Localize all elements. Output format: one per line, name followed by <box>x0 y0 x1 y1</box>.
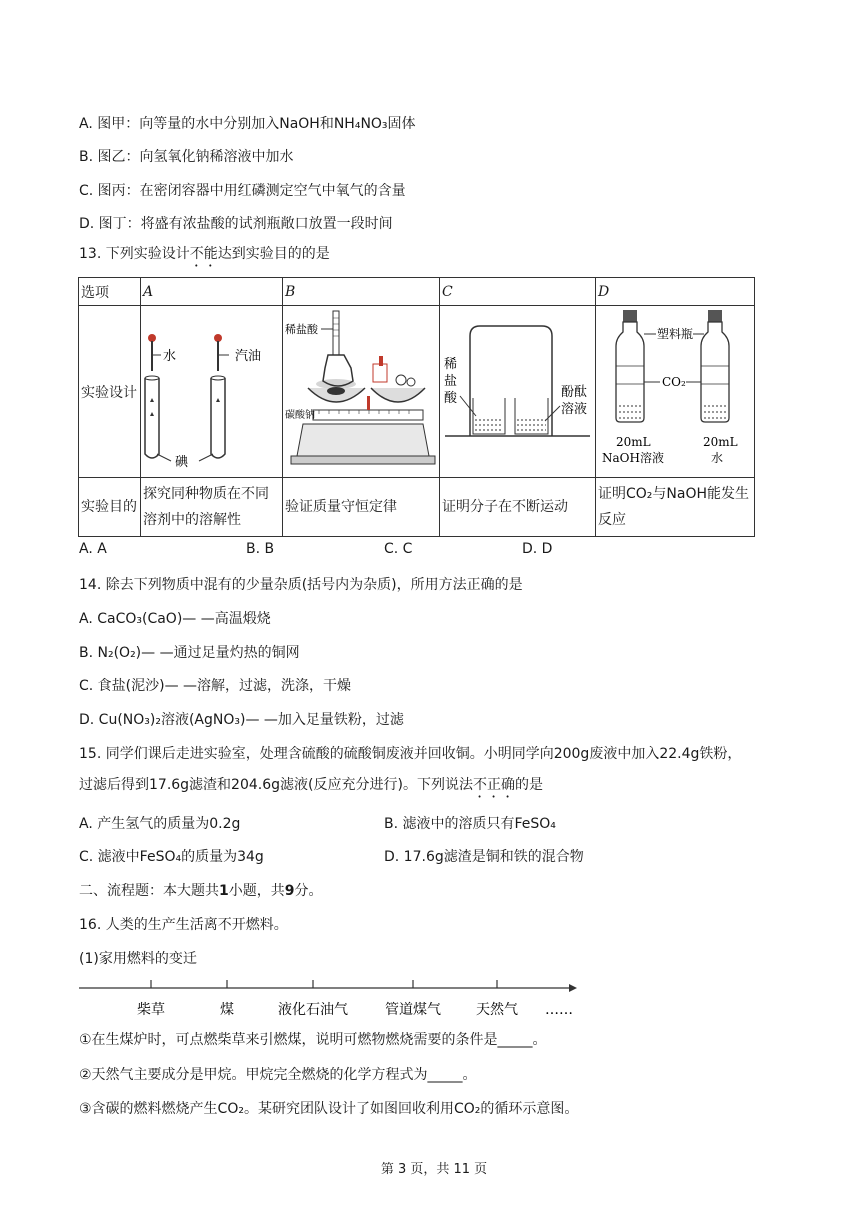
fuel-timeline <box>79 976 579 1022</box>
figure-b-balance <box>283 306 439 473</box>
figure-a-cell <box>141 306 283 478</box>
row-label: 实验目的 <box>79 478 141 537</box>
q14-option-d: D. Cu(NO₃)₂溶液(AgNO₃)— —加入足量铁粉，过滤 <box>79 712 404 728</box>
figure-b-cell <box>283 306 440 478</box>
goal-cell: 验证质量守恒定律 <box>283 478 440 537</box>
figure-d-cell <box>596 306 755 478</box>
q16-stem: 16. 人类的生产生活离不开燃料。 <box>79 917 288 933</box>
timeline-label: 煤 <box>220 1002 234 1018</box>
figure-c-cell <box>440 306 596 478</box>
q12-option-c: C. 图丙：在密闭容器中用红磷测定空气中氧气的含量 <box>79 183 406 199</box>
label-dilute-hcl: 稀盐酸 <box>285 323 318 336</box>
header-cell: D <box>596 278 755 306</box>
label-acid-3: 酸 <box>444 391 458 406</box>
table-row-design <box>79 306 755 478</box>
q16-part3: ③含碳的燃料燃烧产生CO₂。某研究团队设计了如图回收利用CO₂的循环示意图。 <box>79 1101 579 1117</box>
q12-option-b: B. 图乙：向氢氧化钠稀溶液中加水 <box>79 149 294 165</box>
q14-option-a: A. CaCO₃(CaO)— —高温煅烧 <box>79 611 271 627</box>
q15-option-b: B. 滤液中的溶质只有FeSO₄ <box>384 816 556 832</box>
q12-option-a: A. 图甲：向等量的水中分别加入NaOH和NH₄NO₃固体 <box>79 116 416 132</box>
section-heading: 二、流程题：本大题共1小题，共9分。 <box>79 883 323 899</box>
label-iodine: 碘 <box>175 455 189 470</box>
q13-option-c: C. C <box>384 541 413 557</box>
goal-cell: 探究同种物质在不同溶剂中的溶解性 <box>141 478 283 537</box>
timeline-label: 液化石油气 <box>278 1002 348 1018</box>
goal-cell: 证明分子在不断运动 <box>440 478 596 537</box>
header-cell: 选项 <box>79 278 141 306</box>
goal-cell: 证明CO₂与NaOH能发生反应 <box>596 478 755 537</box>
label-acid-1: 稀 <box>444 357 458 372</box>
label-water: 水 <box>163 349 177 364</box>
q15-stem-line1: 15. 同学们课后走进实验室，处理含硫酸的硫酸铜废液并回收铜。小明同学向200g废液中加入22.4g铁粉， <box>79 746 742 762</box>
label-phenol-1: 酚酞 <box>561 385 588 400</box>
label-co2: CO₂ <box>662 375 686 389</box>
page-footer: 第 3 页，共 11 页 <box>380 1162 488 1177</box>
q14-option-c: C. 食盐(泥沙)— —溶解，过滤，洗涤，干燥 <box>79 678 352 694</box>
label-left-solution: NaOH溶液 <box>602 451 664 465</box>
q14-stem: 14. 除去下列物质中混有的少量杂质(括号内为杂质)，所用方法正确的是 <box>79 577 523 593</box>
q13-table <box>78 277 755 537</box>
figure-c-beakers <box>440 306 595 473</box>
label-right-solution: 水 <box>711 451 724 465</box>
label-plastic-bottle: 塑料瓶 <box>657 327 694 341</box>
figure-a-test-tubes <box>141 306 282 473</box>
label-phenol-2: 溶液 <box>561 402 588 417</box>
label-right-volume: 20mL <box>703 435 738 449</box>
q15-option-c: C. 滤液中FeSO₄的质量为34g <box>79 849 264 865</box>
header-cell: A <box>141 278 283 306</box>
q15-stem-line2: 过滤后得到17.6g滤渣和204.6g滤液(反应充分进行)。下列说法不正确的是 <box>79 777 543 793</box>
q13-stem: 13. 下列实验设计不能达到实验目的的是 <box>79 246 330 262</box>
table-row-goal <box>79 478 755 537</box>
header-cell: C <box>440 278 596 306</box>
timeline-label: …… <box>545 1002 573 1018</box>
q13-option-d: D. D <box>522 541 553 557</box>
q12-option-d: D. 图丁：将盛有浓盐酸的试剂瓶敞口放置一段时间 <box>79 216 393 232</box>
label-acid-2: 盐 <box>444 374 458 389</box>
q14-option-b: B. N₂(O₂)— —通过足量灼热的铜网 <box>79 645 300 661</box>
timeline-label: 管道煤气 <box>385 1002 441 1018</box>
header-cell: B <box>283 278 440 306</box>
q13-option-a: A. A <box>79 541 107 557</box>
label-left-volume: 20mL <box>616 435 651 449</box>
q15-option-d: D. 17.6g滤渣是铜和铁的混合物 <box>384 849 584 865</box>
label-gasoline: 汽油 <box>235 349 262 364</box>
label-sodium-carbonate: 碳酸钠 <box>285 410 315 421</box>
timeline-label: 天然气 <box>476 1002 518 1018</box>
q15-option-a: A. 产生氢气的质量为0.2g <box>79 816 241 832</box>
table-header-row <box>79 278 755 306</box>
q13-option-b: B. B <box>246 541 275 557</box>
row-label: 实验设计 <box>79 306 141 478</box>
q16-sub1: (1)家用燃料的变迁 <box>79 951 197 967</box>
q16-part2: ②天然气主要成分是甲烷。甲烷完全燃烧的化学方程式为_____。 <box>79 1067 477 1083</box>
q16-part1: ①在生煤炉时，可点燃柴草来引燃煤，说明可燃物燃烧需要的条件是_____。 <box>79 1032 547 1048</box>
timeline-label: 柴草 <box>137 1002 165 1018</box>
figure-d-bottles <box>596 306 754 473</box>
